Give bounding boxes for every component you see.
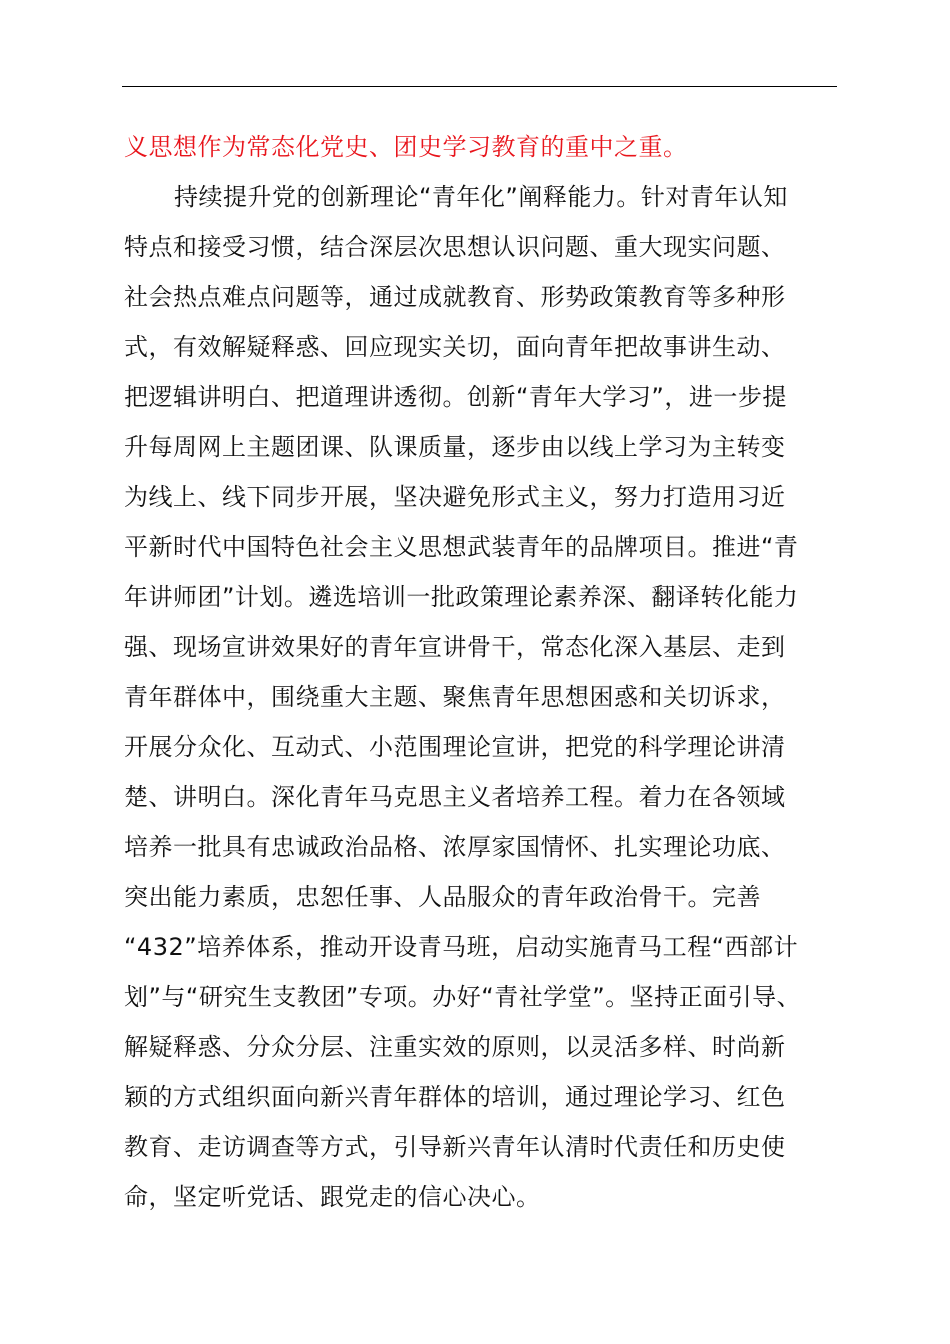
paragraph-line: 楚、讲明白。深化青年马克思主义者培养工程。着力在各领域 xyxy=(124,783,786,811)
paragraph-line: 年讲师团”计划。遴选培训一批政策理论素养深、翻译转化能力 xyxy=(124,583,799,611)
paragraph-line: 教育、走访调查等方式，引导新兴青年认清时代责任和历史使 xyxy=(124,1133,786,1161)
paragraph-line: 为线上、线下同步开展，坚决避免形式主义，努力打造用习近 xyxy=(124,483,786,511)
paragraph-line: 划”与“研究生支教团”专项。办好“青社学堂”。坚持正面引导、 xyxy=(124,983,802,1011)
paragraph-line: 培养一批具有忠诚政治品格、浓厚家国情怀、扎实理论功底、 xyxy=(124,833,786,861)
paragraph-line: 强、现场宣讲效果好的青年宣讲骨干，常态化深入基层、走到 xyxy=(124,633,786,661)
paragraph-line: 解疑释惑、分众分层、注重实效的原则，以灵活多样、时尚新 xyxy=(124,1033,786,1061)
paragraph-line: 突出能力素质，忠恕任事、人品服众的青年政治骨干。完善 xyxy=(124,883,761,911)
paragraph-line: “432”培养体系，推动开设青马班，启动实施青马工程“西部计 xyxy=(124,933,799,961)
header-rule xyxy=(122,86,837,87)
paragraph-line: 社会热点难点问题等，通过成就教育、形势政策教育等多种形 xyxy=(124,283,786,311)
body-text xyxy=(124,122,840,1222)
highlighted-line: 义思想作为常态化党史、团史学习教育的重中之重。 xyxy=(124,133,688,161)
paragraph-line: 颖的方式组织面向新兴青年群体的培训，通过理论学习、红色 xyxy=(124,1083,786,1111)
paragraph-line: 特点和接受习惯，结合深层次思想认识问题、重大现实问题、 xyxy=(124,233,786,261)
paragraph-line: 升每周网上主题团课、队课质量，逐步由以线上学习为主转变 xyxy=(124,433,786,461)
paragraph-line: 平新时代中国特色社会主义思想武装青年的品牌项目。推进“青 xyxy=(124,533,799,561)
paragraph-first-line: 持续提升党的创新理论“青年化”阐释能力。针对青年认知 xyxy=(174,183,788,211)
paragraph-line: 式，有效解疑释惑、回应现实关切，面向青年把故事讲生动、 xyxy=(124,333,786,361)
paragraph-line: 把逻辑讲明白、把道理讲透彻。创新“青年大学习”，进一步提 xyxy=(124,383,787,411)
paragraph-line: 开展分众化、互动式、小范围理论宣讲，把党的科学理论讲清 xyxy=(124,733,786,761)
paragraph-line: 青年群体中，围绕重大主题、聚焦青年思想困惑和关切诉求， xyxy=(124,683,786,711)
paragraph-last-line: 命，坚定听党话、跟党走的信心决心。 xyxy=(124,1183,541,1211)
